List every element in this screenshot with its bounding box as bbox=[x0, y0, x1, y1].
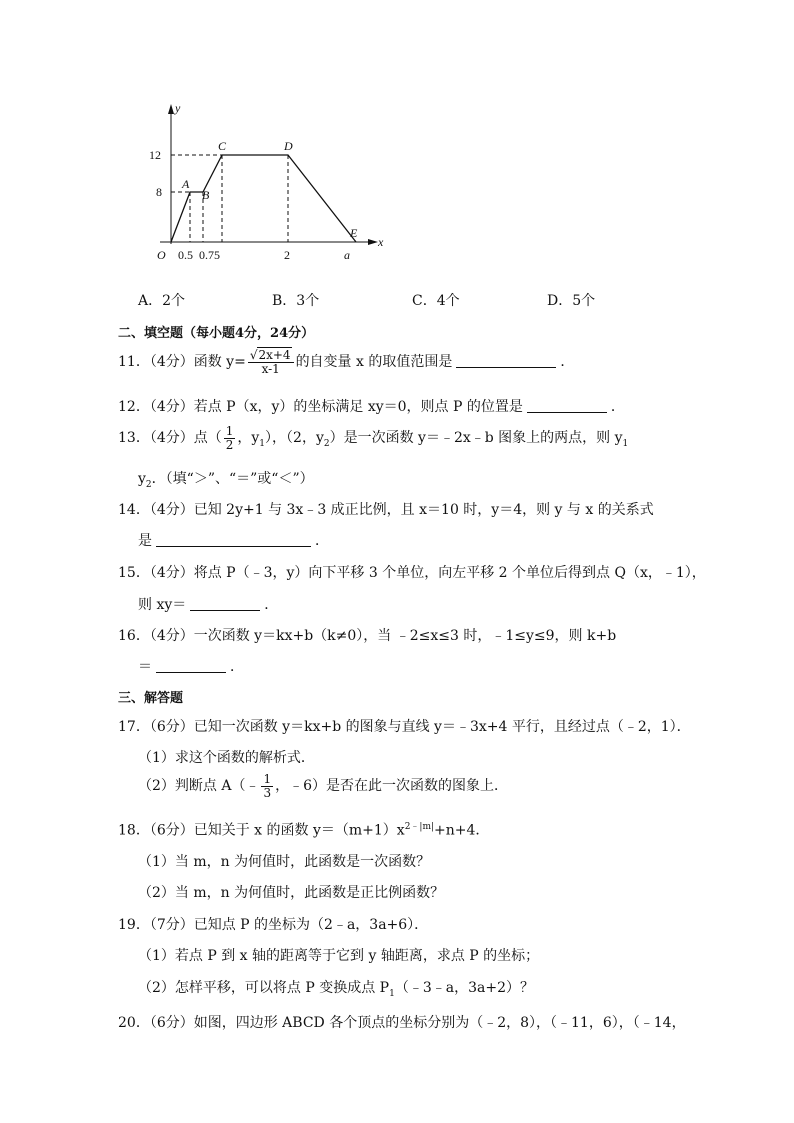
q13-frac-den: 2 bbox=[225, 437, 234, 452]
q13-frac-num: 1 bbox=[225, 423, 234, 438]
choice-b[interactable]: B．3个 bbox=[272, 293, 320, 309]
point-label-e: E bbox=[350, 226, 358, 240]
y-axis-arrow bbox=[168, 104, 174, 114]
question-18-sub2: （2）当 m，n 为何值时，此函数是正比例函数？ bbox=[138, 885, 445, 901]
q17-frac-num: 1 bbox=[263, 771, 272, 786]
q19-sub2-prefix: （2）怎样平移，可以将点 P 变换成点 P bbox=[138, 980, 390, 996]
choice-d[interactable]: D．5个 bbox=[547, 293, 596, 309]
q11-denominator: x-1 bbox=[261, 361, 280, 376]
x-tick-0.75: 0.75 bbox=[199, 248, 220, 262]
q16-line2: ＝ bbox=[138, 659, 152, 675]
question-19-sub2 bbox=[138, 977, 534, 999]
point-label-d: D bbox=[284, 139, 293, 153]
q12-end: ． bbox=[610, 399, 625, 415]
x-tick-a: a bbox=[344, 248, 350, 262]
choice-c[interactable]: C．4个 bbox=[412, 293, 460, 309]
q11-numerator: 2x+4 bbox=[258, 347, 291, 362]
q13-rest2: ）是一次函数 y＝﹣2x﹣b 图象上的两点，则 y bbox=[329, 430, 623, 446]
q19-sub2-sub: 1 bbox=[389, 988, 395, 999]
question-14: 14．（4分）已知 2y+1 与 3x﹣3 成正比例，且 x＝10 时，y＝4，则 y 与 x 的关系式 bbox=[118, 502, 654, 518]
y-tick-8: 8 bbox=[156, 185, 162, 199]
function-graph bbox=[171, 155, 356, 242]
q19-sub2-suffix: （﹣3﹣a，3a+2）？ bbox=[394, 980, 534, 996]
q13-sub1: 1 bbox=[259, 438, 266, 449]
q11-suffix: 的自变量 x 的取值范围是 bbox=[295, 354, 453, 370]
q13-line2-start: y bbox=[138, 471, 146, 487]
q13-sub2: 2 bbox=[323, 438, 330, 449]
q14-end: ． bbox=[315, 533, 329, 549]
question-14-line2 bbox=[138, 530, 329, 550]
q17-sub2-prefix: （2）判断点 A（﹣ bbox=[138, 778, 260, 794]
x-axis-arrow bbox=[368, 239, 378, 245]
question-17-sub1: （1）求这个函数的解析式． bbox=[138, 750, 315, 766]
q18-exponent: 2﹣|m| bbox=[404, 822, 435, 832]
question-17-sub2 bbox=[138, 772, 508, 800]
question-20: 20．（6分）如图，四边形 ABCD 各个顶点的坐标分别为（﹣2，8），（﹣11，6），（﹣14， bbox=[118, 1015, 686, 1031]
q13-sub4: 2 bbox=[145, 479, 152, 490]
q15-answer-blank[interactable] bbox=[190, 596, 260, 611]
q11-prefix: 11．（4分）函数 y= bbox=[118, 354, 246, 370]
q13-prefix: 13．（4分）点（ bbox=[118, 430, 222, 446]
choice-a[interactable]: A．2个 bbox=[138, 293, 186, 309]
q14-answer-blank[interactable] bbox=[156, 532, 311, 547]
dashed-guides bbox=[171, 155, 288, 242]
q16-answer-blank[interactable] bbox=[156, 658, 226, 673]
question-15-line2 bbox=[138, 594, 278, 614]
q13-line2-rest: ．（填“＞”、“＝”或“＜”） bbox=[151, 471, 314, 487]
graph-figure bbox=[0, 0, 794, 300]
q17-fraction bbox=[261, 773, 273, 800]
x-tick-0.5: 0.5 bbox=[178, 248, 193, 262]
q12-answer-blank[interactable] bbox=[527, 398, 607, 413]
q13-rest: ），（2，y bbox=[265, 430, 324, 446]
q18-prefix: 18．（6分）已知关于 x 的函数 y＝（m+1）x bbox=[118, 822, 405, 839]
point-label-c: C bbox=[218, 139, 227, 153]
question-15: 15．（4分）将点 P（﹣3，y）向下平移 3 个单位，向左平移 2 个单位后得到点 Q（x，﹣1）， bbox=[118, 565, 706, 581]
x-axis-label: x bbox=[378, 235, 384, 249]
q14-line2: 是 bbox=[138, 533, 152, 549]
question-18-sub1: （1）当 m，n 为何值时，此函数是一次函数？ bbox=[138, 854, 431, 870]
question-13-line2 bbox=[138, 468, 314, 490]
x-tick-2: 2 bbox=[284, 248, 290, 262]
origin-label: O bbox=[157, 248, 166, 262]
question-17: 17．（6分）已知一次函数 y＝kx+b 的图象与直线 y＝﹣3x+4 平行，且经过点（﹣2，1）． bbox=[118, 719, 691, 735]
question-13 bbox=[118, 424, 628, 458]
question-19-sub1: （1）若点 P 到 x 轴的距离等于它到 y 轴距离，求点 P 的坐标； bbox=[138, 948, 540, 964]
y-axis-label: y bbox=[175, 101, 181, 115]
q15-end: ． bbox=[264, 597, 279, 613]
q17-sub2-suffix: ，﹣6）是否在此一次函数的图象上． bbox=[275, 778, 509, 794]
question-19: 19．（7分）已知点 P 的坐标为（2﹣a，3a+6）． bbox=[118, 917, 429, 933]
q15-line2: 则 xy＝ bbox=[138, 597, 187, 613]
y-tick-12: 12 bbox=[149, 148, 161, 162]
q13-sub3: 1 bbox=[622, 438, 629, 449]
q16-end: ． bbox=[230, 659, 244, 675]
section-solutions-title: 三、解答题 bbox=[118, 691, 184, 706]
question-16-line2 bbox=[138, 656, 244, 676]
question-12 bbox=[118, 396, 625, 416]
question-18 bbox=[118, 819, 489, 840]
q13-fraction bbox=[224, 425, 236, 452]
q17-frac-den: 3 bbox=[263, 785, 272, 800]
question-16: 16．（4分）一次函数 y＝kx+b（k≠0），当 ﹣2≤x≤3 时，﹣1≤y≤9，则 k+b bbox=[118, 628, 617, 644]
q11-end: ． bbox=[560, 354, 575, 370]
q13-mid: ，y bbox=[237, 430, 260, 446]
q18-suffix: +n+4． bbox=[434, 822, 490, 839]
point-label-a: A bbox=[182, 177, 190, 191]
q11-answer-blank[interactable] bbox=[456, 353, 556, 368]
point-label-b: B bbox=[202, 188, 210, 202]
q12-text: 12．（4分）若点 P（x，y）的坐标满足 xy＝0，则点 P 的位置是 bbox=[118, 399, 523, 415]
question-11 bbox=[118, 348, 574, 376]
section-fill-in-title: 二、填空题（每小题4分，24分） bbox=[118, 326, 315, 341]
q11-fraction: $\frac{√2x+4}{x-1}$ bbox=[248, 349, 294, 376]
